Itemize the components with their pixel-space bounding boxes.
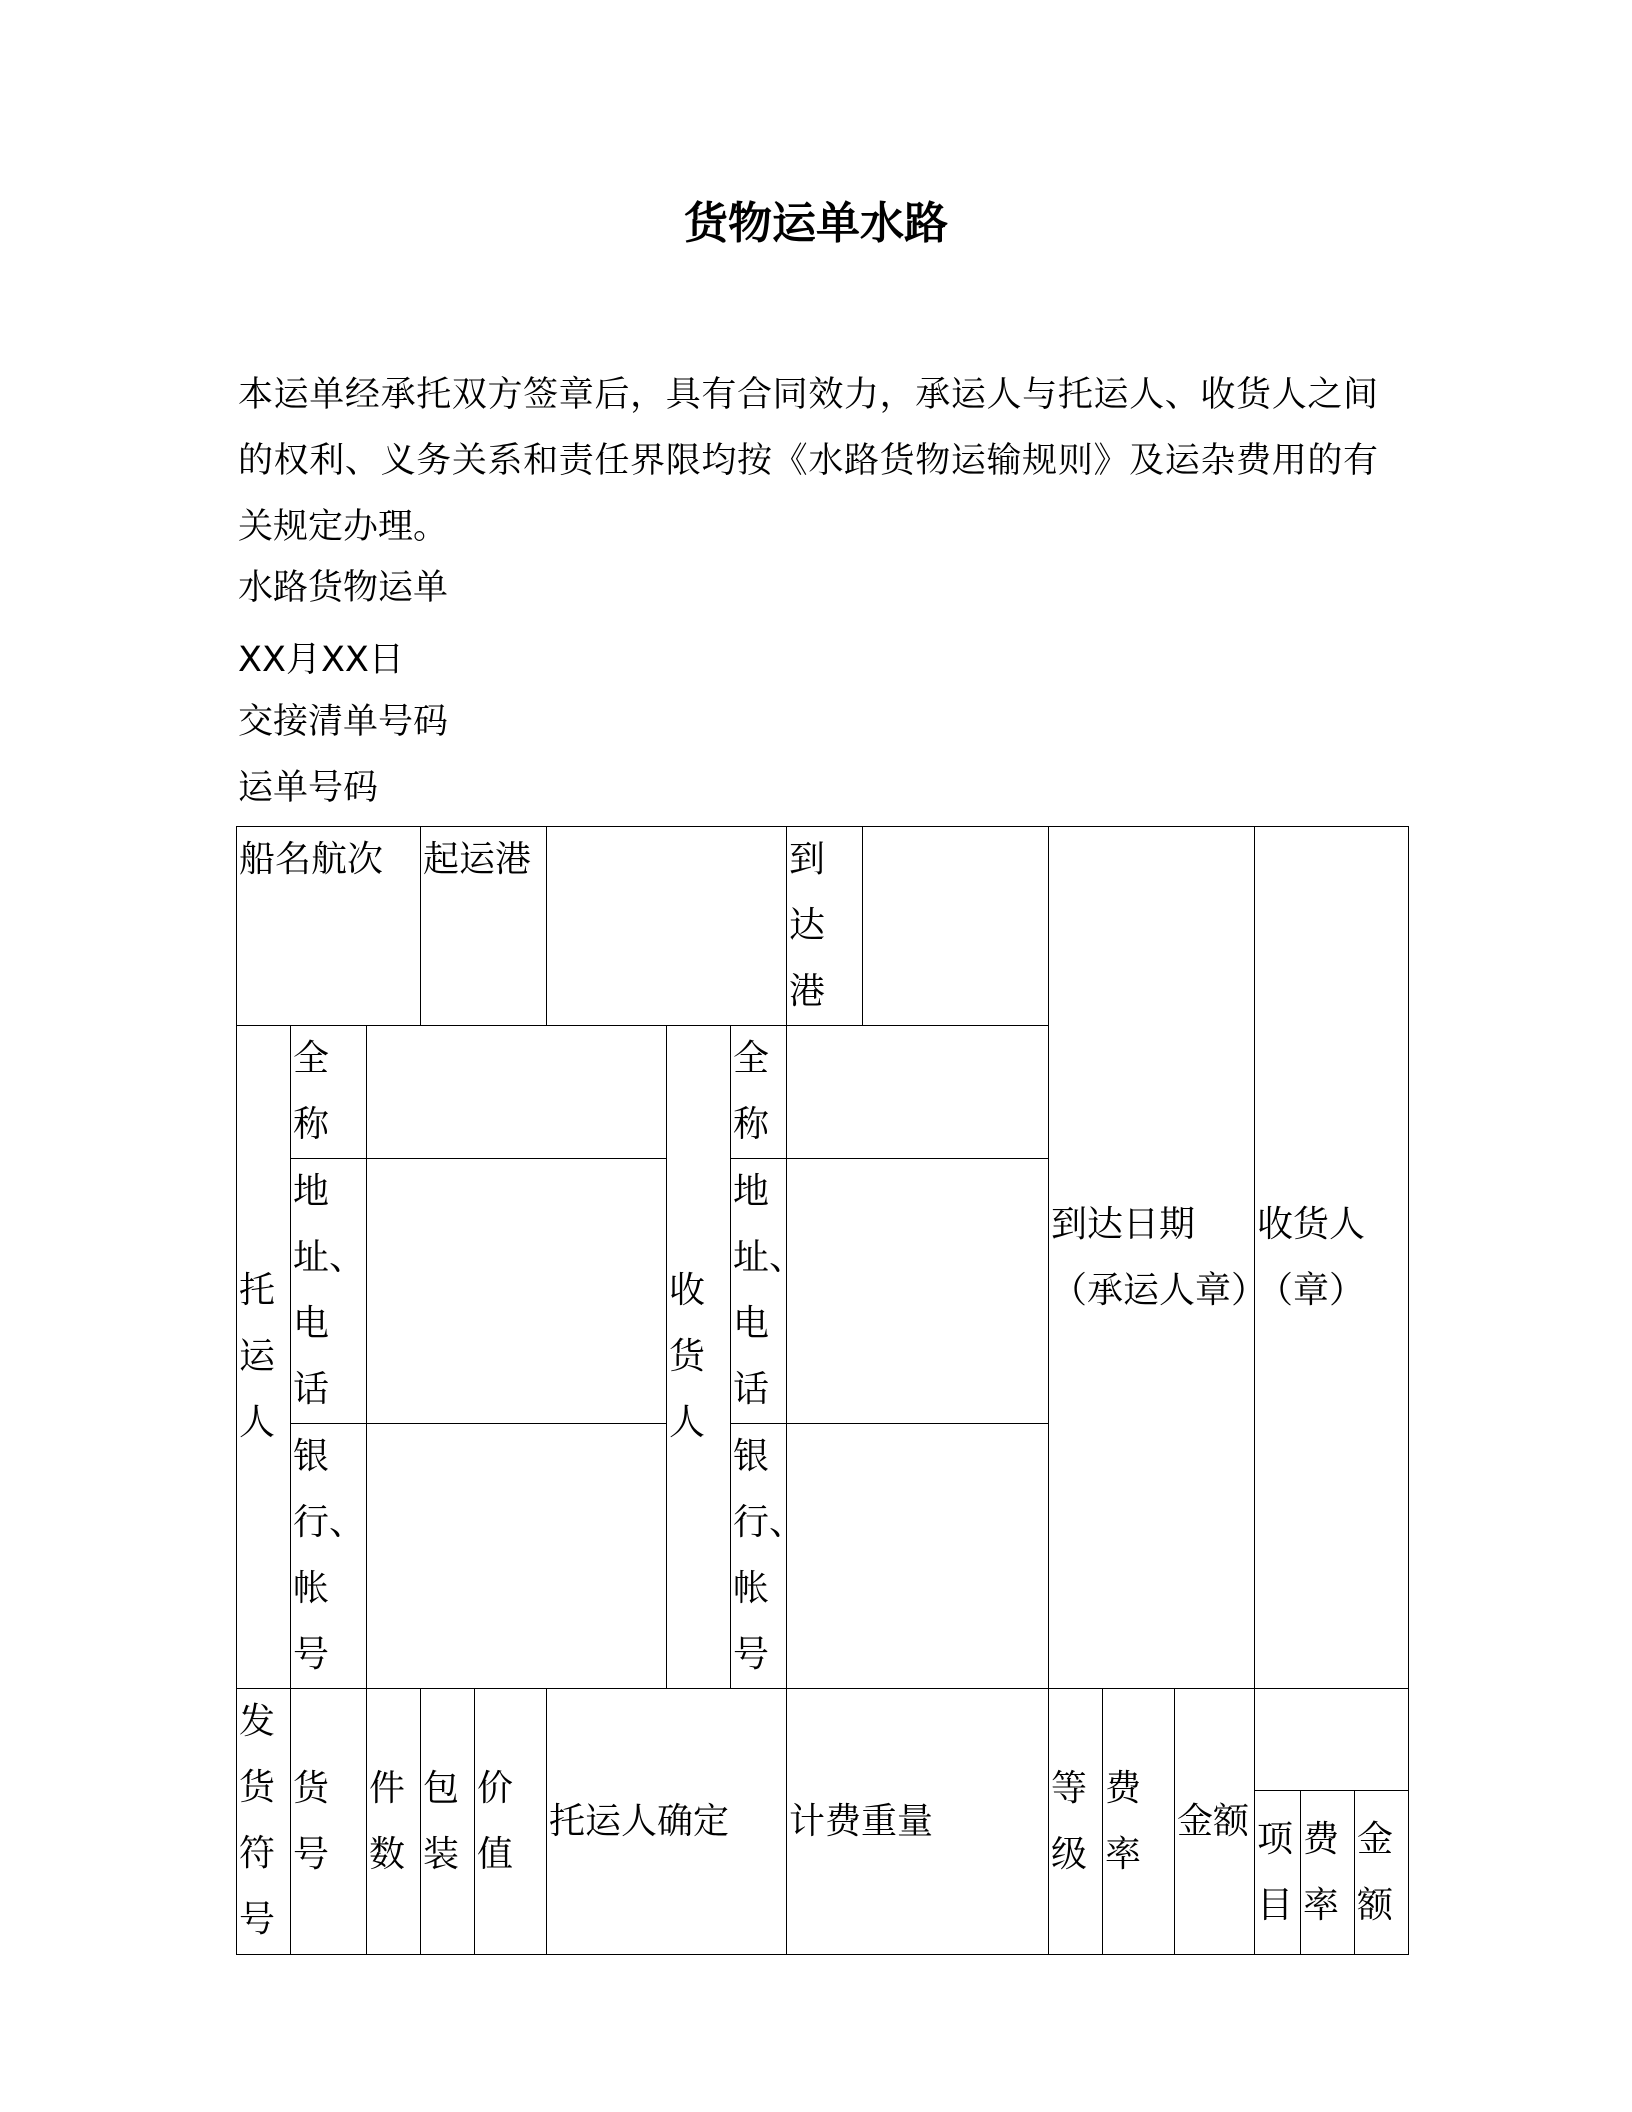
shipper-address-phone-label: 地址、电话 [291,1159,367,1424]
shipper-full-name-label: 全称 [291,1026,367,1159]
marks-label: 发货符号 [237,1689,291,1955]
consignee-full-name-field[interactable] [787,1026,1049,1159]
other-charges-header [1255,1689,1409,1791]
carrier-stamp-label: （承运人章） [1051,1269,1268,1311]
page-title: 货物运单水路 [684,198,948,249]
date-line: XX月XX日 [238,640,404,680]
shipper-bank-account-field[interactable] [367,1424,667,1689]
amount2-label: 金额 [1355,1791,1409,1955]
handover-list-number: 交接清单号码 [238,702,449,742]
consignee-signature-label: 收货人 [1257,1203,1366,1245]
pieces-label: 件数 [367,1689,421,1955]
consignee-bank-account-label: 银行、帐号 [731,1424,787,1689]
shipper-confirmed-label: 托运人确定 [547,1689,787,1955]
intro-paragraph: 本运单经承托双方签章后，具有合同效力，承运人与托运人、收货人之间的权利、义务关系和责任界限均按《水路货物运输规则》及运杂费用的有关规定办理。 [238,375,1378,547]
consignee-signature-cell [1255,827,1409,1689]
waybill-number: 运单号码 [238,768,379,808]
ship-voyage-label: 船名航次 [237,827,421,1026]
waybill-form-table [236,826,1409,1955]
grade-label: 等级 [1049,1689,1103,1955]
arrival-port-field[interactable] [863,827,1049,1026]
arrival-date-label: 到达日期 [1051,1203,1196,1245]
consignee-bank-account-field[interactable] [787,1424,1049,1689]
shipper-label: 托运人 [237,1026,291,1689]
value-label: 价值 [475,1689,547,1955]
cargo-no-label: 货号 [291,1689,367,1955]
consignee-stamp-label: （章） [1257,1269,1366,1311]
arrival-date-cell [1049,827,1268,1689]
rate-label: 费率 [1103,1689,1175,1955]
departure-port-field[interactable] [547,827,787,1026]
consignee-label: 收货人 [667,1026,731,1689]
shipper-full-name-field[interactable] [367,1026,667,1159]
arrival-port-label: 到达港 [787,827,863,1026]
item-label: 项目 [1255,1791,1301,1955]
departure-port-label: 起运港 [421,827,547,1026]
amount-label: 金额 [1175,1689,1255,1955]
consignee-full-name-label: 全称 [731,1026,787,1159]
shipper-address-phone-field[interactable] [367,1159,667,1424]
packing-label: 包装 [421,1689,475,1955]
consignee-address-phone-field[interactable] [787,1159,1049,1424]
rate2-label: 费率 [1301,1791,1355,1955]
waybill-heading: 水路货物运单 [238,568,449,608]
chargeable-weight-label: 计费重量 [787,1689,1049,1955]
consignee-address-phone-label: 地址、电话 [731,1159,787,1424]
shipper-bank-account-label: 银行、帐号 [291,1424,367,1689]
